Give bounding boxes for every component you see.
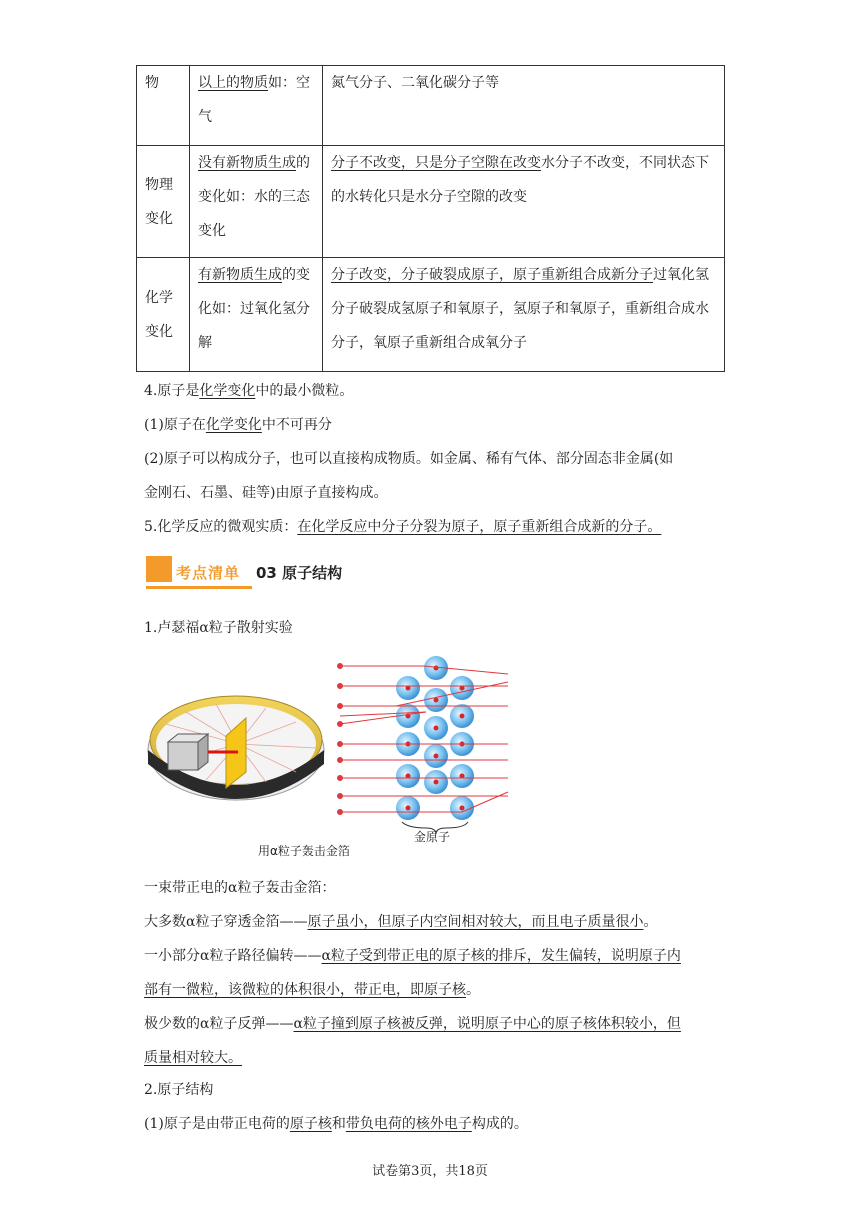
paragraph-rare-line1: 极少数的α粒子反弹——α粒子撞到原子核被反弹，说明原子中心的原子核体积较小，但 (144, 1016, 681, 1032)
explanation-cell: 分子不改变，只是分子空隙在改变水分子不改变，不同状态下的水转化只是水分子空隙的改变 (323, 146, 725, 258)
explanation-cell: 分子改变，分子破裂成原子，原子重新组合成新分子过氧化氢分子破裂成氢原子和氧原子，氢原子和氧原子，重新组合成水分子，氧原子重新组合成氧分子 (323, 258, 725, 372)
concept-table (136, 65, 725, 372)
apparatus (148, 696, 324, 800)
figure-caption: 用α粒子轰击金箔 (258, 844, 350, 858)
gold-atom-label: 金原子 (414, 830, 451, 844)
table-row (137, 146, 725, 258)
section-heading (144, 556, 384, 596)
definition-cell: 没有新物质生成的变化如：水的三态变化 (190, 146, 323, 258)
scattering-diagram (146, 652, 516, 862)
paragraph-structure: (1)原子是由带正电荷的原子核和带负电荷的核外电子构成的。 (144, 1116, 528, 1132)
page-footer: 试卷第3页，共18页 (372, 1164, 488, 1179)
table-row (137, 66, 725, 146)
term-cell: 物理变化 (137, 146, 190, 258)
structure-title: 2.原子结构 (144, 1082, 214, 1098)
paragraph-few-line1: 一小部分α粒子路径偏转——α粒子受到带正电的原子核的排斥，发生偏转，说明原子内 (144, 948, 681, 964)
paragraph-most: 大多数α粒子穿透金箔——原子虽小，但原子内空间相对较大，而且电子质量很小。 (144, 914, 658, 930)
paragraph-few-line2: 部有一微粒，该微粒的体积很小，带正电，即原子核。 (144, 982, 480, 998)
rutherford-figure (146, 652, 516, 862)
definition-cell: 以上的物质如：空气 (190, 66, 323, 146)
rutherford-title: 1.卢瑟福α粒子散射实验 (144, 620, 293, 636)
paragraph-4: 4.原子是化学变化中的最小微粒。 (144, 383, 354, 399)
explanation-cell: 氮气分子、二氧化碳分子等 (323, 66, 725, 146)
paragraph-4-2-line1: (2)原子可以构成分子，也可以直接构成物质。如金属、稀有气体、部分固态非金属(如 (144, 451, 674, 467)
term-cell: 化学变化 (137, 258, 190, 372)
paragraph-bombard: 一束带正电的α粒子轰击金箔： (144, 880, 336, 896)
section-marker-icon (146, 556, 172, 582)
definition-cell: 有新物质生成的变化如：过氧化氢分解 (190, 258, 323, 372)
paragraph-5: 5.化学反应的微观实质：在化学反应中分子分裂为原子，原子重新组合成新的分子。 (144, 519, 662, 535)
paragraph-4-1: (1)原子在化学变化中不可再分 (144, 417, 332, 433)
section-label: 考点清单 (176, 564, 241, 582)
gold-atom-grid (396, 656, 474, 820)
term-cell: 物 (137, 66, 190, 146)
alpha-rays (338, 664, 509, 815)
section-title: 03 原子结构 (256, 564, 343, 582)
paragraph-rare-line2: 质量相对较大。 (144, 1050, 242, 1066)
section-underline (146, 586, 252, 589)
paragraph-4-2-line2: 金刚石、石墨、硅等)由原子直接构成。 (144, 485, 388, 501)
table-row (137, 258, 725, 372)
